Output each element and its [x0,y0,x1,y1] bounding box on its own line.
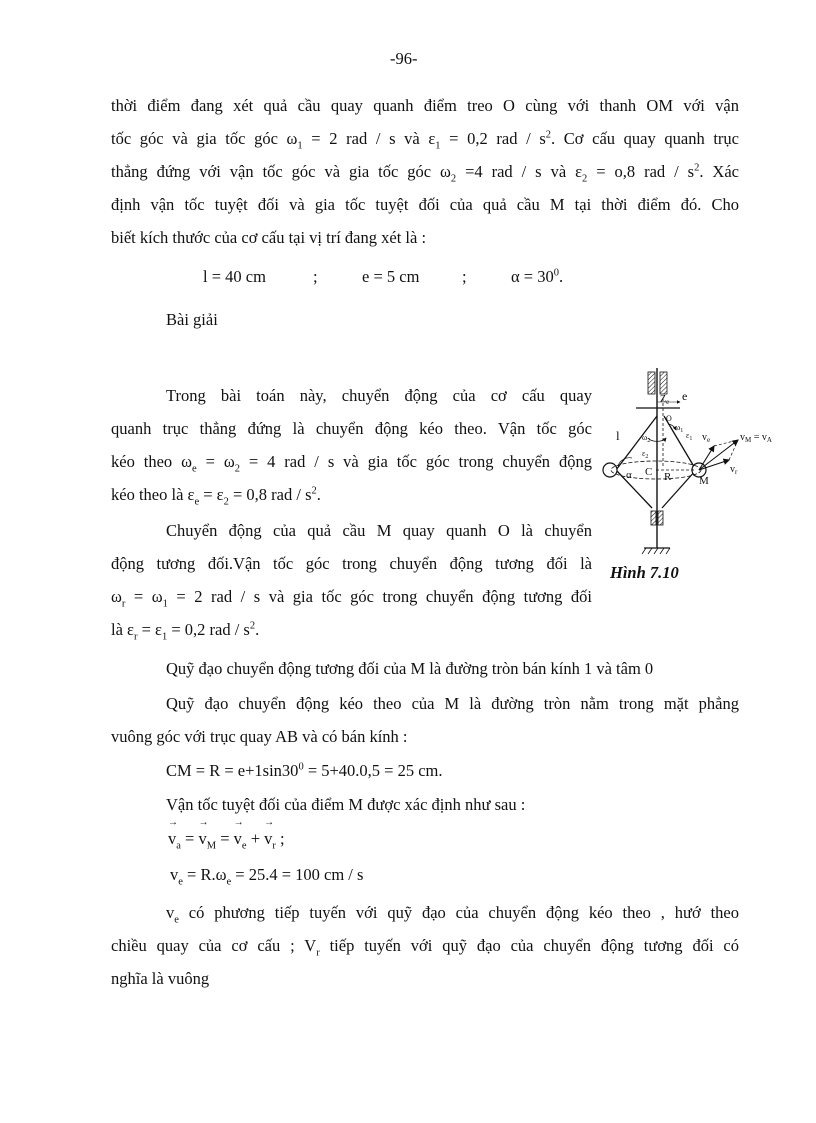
label-r: R [664,471,672,483]
solution-title: Bài giải [166,310,218,329]
para2-line-1: Chuyển động của quả cầu M quay quanh O là chuyển [166,521,592,540]
ve-arrow [699,446,714,470]
intro-line-2: tốc góc và gia tốc góc $\omega_1 = 2$ rad / s và $\varepsilon_1 = 0,2$ rad / $s^2$. Cơ cấu quay quanh trục [111,129,740,152]
para3-line: Quỹ đạo chuyển động tương đối của M là đường tròn bán kính 1 và tâm 0 [166,659,654,678]
label-m: M [699,475,709,487]
para4-line-2: vuông góc với trục quay AB và có bán kính : [111,727,408,746]
equation-cm: CM = $R = e+1\sin 30^0 = 5+40.0,5 = 25$ cm. [166,761,443,780]
label-ze: $Z_e$ [660,394,670,406]
para2-line-4: là $\varepsilon_r = \varepsilon_1 = 0,2$ rad / $s^2$. [111,620,260,643]
para1-line-4: kéo theo là $\varepsilon_e = \varepsilon_2 = 0,8$ rad / $s^2$. [111,485,321,508]
bottom-bearing-right [658,511,663,525]
para1-line-1: Trong bài toán này, chuyển động của cơ cấu quay [166,386,592,405]
ball-left [603,463,617,477]
label-eps2: $\varepsilon_2$ [642,449,649,460]
para5-line: Vận tốc tuyệt đối của điểm M được xác định như sau : [166,795,526,814]
label-omega1: $\omega_1$ [675,423,684,434]
para6-line-1: $v_e$ có phương tiếp tuyến với quỹ đạo của chuyển động kéo theo , hướ theo [166,903,739,926]
para6-line-2: chiều quay của cơ cấu ; $V_r$ tiếp tuyến với quỹ đạo của chuyển động tương đối có [111,936,739,959]
label-ve: $v_e$ [702,432,711,444]
label-c: C [645,466,653,478]
para2-line-3: $\omega_r = \omega_1 = 2$ rad / s và gia tốc góc trong chuyển động tương đối [111,587,592,610]
intro-line-5: biết kích thước của cơ cấu tại vị trí đang xét là : [111,228,427,247]
equation-va: → $v_a$ = → $v_M$ = → $v_e$ + → $v_r$ ; [168,829,285,849]
top-bearing-right [660,372,667,394]
label-eps1: $\varepsilon_1$ [686,431,693,442]
label-alpha: α [626,469,632,481]
para1-line-3: kéo theo $\omega_e = \omega_2 = 4$ rad / s và gia tốc góc trong chuyển động [111,452,592,475]
top-bearing-left [648,372,655,394]
para2-line-2: động tương đối.Vận tốc góc trong chuyển động tương đối là [111,554,592,573]
label-vr: $v_r$ [730,464,738,476]
intro-line-3: thẳng đứng với vận tốc góc và gia tốc góc $\omega_2 =4$ rad / s và $\varepsilon_2 = o,8$ rad / $s^2$. Xác [111,162,739,185]
figure-caption: Hình 7.10 [610,563,679,582]
para1-line-2: quanh trục thẳng đứng là chuyển động kéo theo. Vận tốc góc [111,419,592,438]
given-l: l = 40 cm [203,267,266,286]
bottom-bearing-left [651,511,656,525]
equation-ve: $v_e = R.\omega_e = 25.4 = 100$ cm / s [170,865,364,888]
label-e: e [682,389,688,403]
para6-line-3: nghĩa là vuông [111,969,210,988]
intro-line-1: thời điểm đang xét quả cầu quay quanh điểm treo O cùng với thanh OM với vận [111,96,739,115]
label-l: l [616,428,620,443]
page-number: -96- [390,49,418,68]
label-o: O [666,414,672,423]
given-e: e = 5 cm [362,267,420,286]
given-sep-1: ; [313,267,318,286]
label-omega2: $\omega_2$ [642,433,651,444]
figure-7-10-diagram [596,368,796,568]
intro-line-4: định vận tốc tuyệt đối và gia tốc tuyệt đối của quả cầu M tại thời điểm đó. Cho [111,195,739,214]
given-alpha: $\alpha = 30^0$. [511,267,564,286]
para4-line-1: Quỹ đạo chuyển động kéo theo của M là đường tròn nằm trong mặt phẳng [166,694,739,713]
label-vm-va: $v_M = v_A$ [740,432,772,444]
given-sep-2: ; [462,267,467,286]
